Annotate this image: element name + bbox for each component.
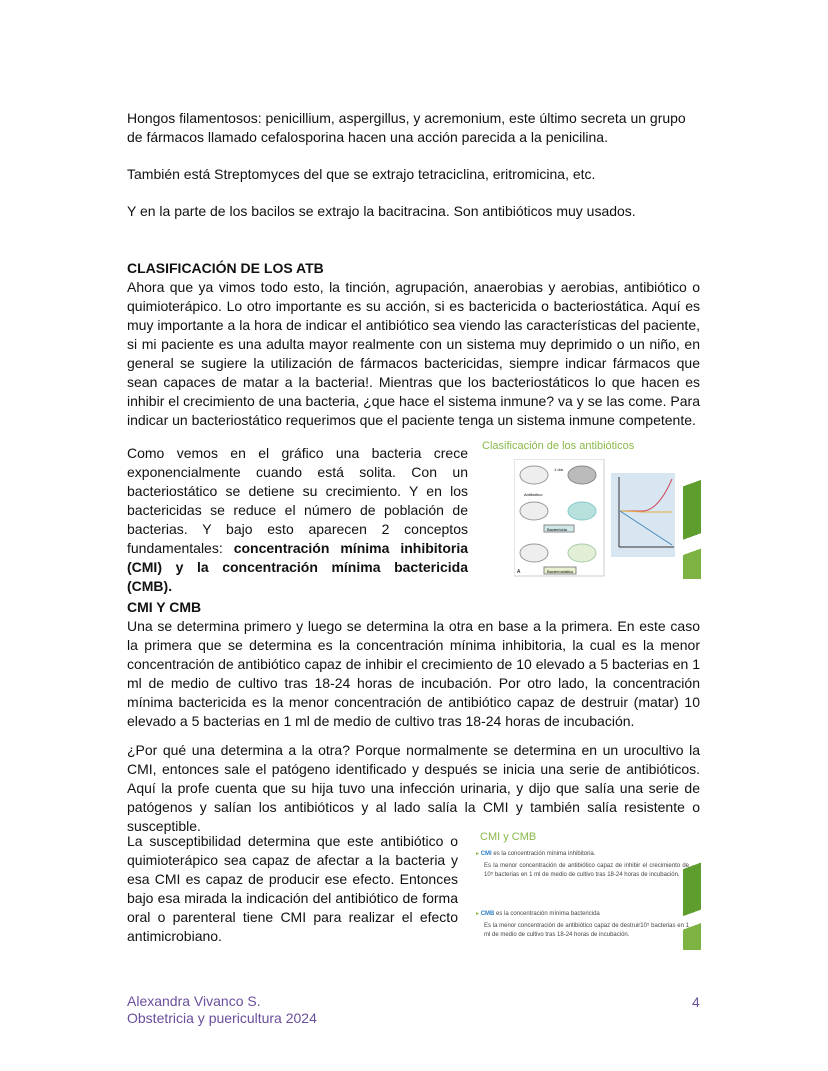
cmb-description: Es la menor concentración de antibiótico capaz de destruir10⁵ bacterias en 1 ml de medio de cultivo tras 18-24 horas de incubación. (484, 923, 689, 938)
petri-and-growth-chart (514, 459, 676, 577)
text: Como vemos en el gráfico una bacteria crece exponencialmente cuando está solita. Con un bacteriostático se detiene su crecimiento. Y en los bactericidas se reduce el número de población de bacterias. Y bajo esto aparecen 2 conceptos fundamentales: (127, 445, 468, 556)
paragraph-susceptibility: La susceptibilidad determina que este antibiótico o quimioterápico sea capaz de afectar a la bacteria y esa CMI es capaz de producir ese efecto. Entonces bajo esa mirada la indicación del antibiótico de forma oral o parenteral tiene CMI para realizar el efecto antimicrobiano. (127, 833, 458, 944)
figure-antibiotic-classification (476, 433, 701, 579)
cmi-description: Es la menor concentración de antibiótico capaz de inhibir el crecimiento de 10⁵ bacterias en 1 ml de medio de cultivo tras 18-24 horas de incubación. (484, 863, 689, 878)
paragraph-why: ¿Por qué una determina a la otra? Porque normalmente se determina en un urocultivo la CMI, entonces sale el patógeno identificado y después se inicia una serie de antibióticos. Aquí la profe cuenta que su hija tuvo una infección urinaria, y dijo que salía una serie de patógenos y salían los antibióticos y al lado salía la CMI y también salía resistente o susceptible. (127, 742, 700, 834)
paragraph-bacitracin: Y en la parte de los bacilos se extrajo la bacitracina. Son antibióticos muy usados. (127, 203, 636, 219)
heading-classification: CLASIFICACIÓN DE LOS ATB (127, 260, 324, 276)
footer-author: Alexandra Vivanco S. (127, 993, 261, 1009)
page-number: 4 (692, 994, 700, 1010)
bullet-cmi: ▸ CMI es la concentración mínima inhibitoria. (476, 851, 596, 857)
footer (127, 993, 317, 1027)
figure-cmi-cmb-slide (468, 822, 701, 950)
key: CMB (480, 911, 495, 917)
bullet-cmb: ▸ CMB es la concentración mínima bactericida (476, 911, 600, 917)
paragraph-streptomyces: También está Streptomyces del que se extrajo tetraciclina, eritromicina, etc. (127, 166, 596, 182)
paragraph-graph-explanation (127, 444, 468, 596)
footer-course: Obstetricia y puericultura 2024 (127, 1010, 317, 1026)
text: es la concentración mínima inhibitoria. (491, 851, 596, 857)
heading-cmi-cmb: CMI Y CMB (127, 599, 202, 615)
label-bactericida: Bactericida (547, 527, 567, 532)
paragraph-fungi: Hongos filamentosos: penicillium, aspergillus, y acremonium, este último secreta un grupo de fármacos llamado cefalosporina hacen una acción parecida a la penicilina. (127, 110, 686, 145)
paragraph-cmi-cmb: Una se determina primero y luego se determina la otra en base a la primera. En este caso la primera que se determina es la concentración mínima inhibitoria, la cual es la menor concentración de antibiótico capaz de inhibir el crecimiento de 10 elevado a 5 bacterias en 1 ml de medio de cultivo tras 18-24 horas de incubación. Por otro lado, la concentración mínima bactericida es la menor concentración de antibiótico capaz de destruir (matar) 10 elevado a 5 bacterias en 1 ml de medio de cultivo tras 18-24 horas de incubación. (127, 618, 700, 729)
bold-concepts: concentración mínima inhibitoria (CMI) y la concentración mínima bactericida (CMB). (127, 540, 468, 594)
label-antibiotic: Antibiótico (524, 492, 543, 497)
paragraph-classification: Ahora que ya vimos todo esto, la tinción, agrupación, anaerobias y aerobias, antibiótico o quimioterápico. Lo otro importante es su acción, si es bactericida o bacteriostática. Aquí es muy importante a la hora de indicar el antibiótico sea viendo las características del paciente, si mi paciente es una adulta mayor realmente con un sistema muy deprimido o un niño, en general se sugiere la utilización de fármacos bactericidas, siempre indicar fármacos que sean capaces de matar a la bacteria!. Mientras que los bacteriostáticos lo que hacen es inhibir el crecimiento de una bacteria, ¿que hace el sistema inmune? va y se las come. Para indicar un bacteriostático requerimos que el paciente tenga un sistema inmune competente. (127, 279, 700, 428)
key: CMI (480, 851, 492, 857)
figure-title: Clasificación de los antibióticos (482, 440, 635, 452)
text: es la concentración mínima bactericida (494, 911, 600, 917)
slide-title: CMI y CMB (480, 831, 537, 843)
decorative-bar (683, 433, 701, 579)
panel-label: A (517, 569, 521, 575)
label-day: 1 día (554, 467, 563, 472)
label-bacteriostatic: Bacteriostático (547, 569, 574, 574)
